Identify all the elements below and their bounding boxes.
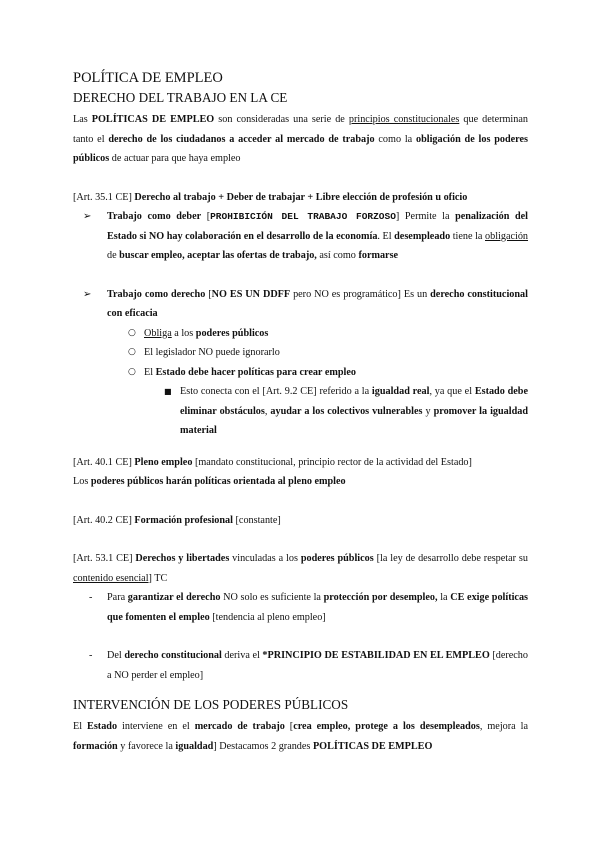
sub-sub-item-igualdad: ■ Esto conecta con el [Art. 9.2 CE] referido a la igualdad real, ya que el Estado debe eliminar obstáculos, ayudar a los colectivos vulnerables y promover la igualdad material [73,382,528,441]
intro-paragraph: Las POLÍTICAS DE EMPLEO son consideradas una serie de principios constitucionales que determinan tanto el derecho de los ciudadanos a acceder al mercado de trabajo como la obligación de los poderes públicos de actuar para que haya empleo [73,114,528,164]
article-40-2-line: [Art. 40.2 CE] Formación profesional [constante] [73,514,281,526]
circle-bullet-icon: ○ [128,366,136,377]
dash-bullet: - [89,592,93,603]
bullet-trabajo-deber: ➢ Trabajo como deber [PROHIBICIÓN DEL TRABAJO FORZOSO] Permite la penalización del Estado si NO hay colaboración en el desarrollo de la economía. El desempleado tiene la obligación de buscar empleo, aceptar las ofertas de trabajo, así como formarse [73,207,528,266]
square-bullet-icon: ■ [164,387,172,396]
pleno-empleo-line: Los poderes públicos harán políticas orientada al pleno empleo [73,476,346,487]
dash-item-garantizar: - Para garantizar el derecho NO solo es suficiente la protección por desempleo, la CE exige políticas que fomenten el empleo [tendencia al pleno empleo] [73,588,528,627]
section-heading-derecho-trabajo: DERECHO DEL TRABAJO EN LA CE [73,90,288,105]
circle-bullet-icon: ○ [128,327,136,338]
document-title: POLÍTICA DE EMPLEO [73,70,223,86]
arrow-bullet-icon: ➢ [83,288,92,300]
dash-bullet: - [89,650,93,661]
sub-item-legislador: ○ El legislador NO puede ignorarlo [73,343,528,363]
circle-bullet-icon: ○ [128,347,136,357]
sub-item-obliga: ○ Obliga a los poderes públicos [73,324,528,344]
bullet-trabajo-derecho: ➢ Trabajo como derecho [NO ES UN DDFF pero NO es programático] Es un derecho constitucional con eficacia [73,285,528,324]
article-35-line: [Art. 35.1 CE] Derecho al trabajo + Deber de trabajar + Libre elección de profesión u oficio [73,191,468,203]
document-body [73,68,528,756]
intervencion-paragraph: El Estado interviene en el mercado de trabajo [crea empleo, protege a los desempleados, mejora la formación y favorece la igualdad] Destacamos 2 grandes POLÍTICAS DE EMPLEO [73,721,528,752]
article-40-1-line: [Art. 40.1 CE] Pleno empleo [mandato constitucional, principio rector de la actividad del Estado] [73,456,472,468]
section-heading-intervencion: INTERVENCIÓN DE LOS PODERES PÚBLICOS [73,697,349,712]
sub-item-estado: ○ El Estado debe hacer políticas para crear empleo [73,363,528,383]
dash-item-estabilidad: - Del derecho constitucional deriva el *PRINCIPIO DE ESTABILIDAD EN EL EMPLEO [derecho a NO perder el empleo] [73,646,528,685]
article-53-1-paragraph: [Art. 53.1 CE] Derechos y libertades vinculadas a los poderes públicos [la ley de desarrollo debe respetar su contenido esencial] TC [73,553,528,584]
arrow-bullet-icon: ➢ [83,211,92,222]
